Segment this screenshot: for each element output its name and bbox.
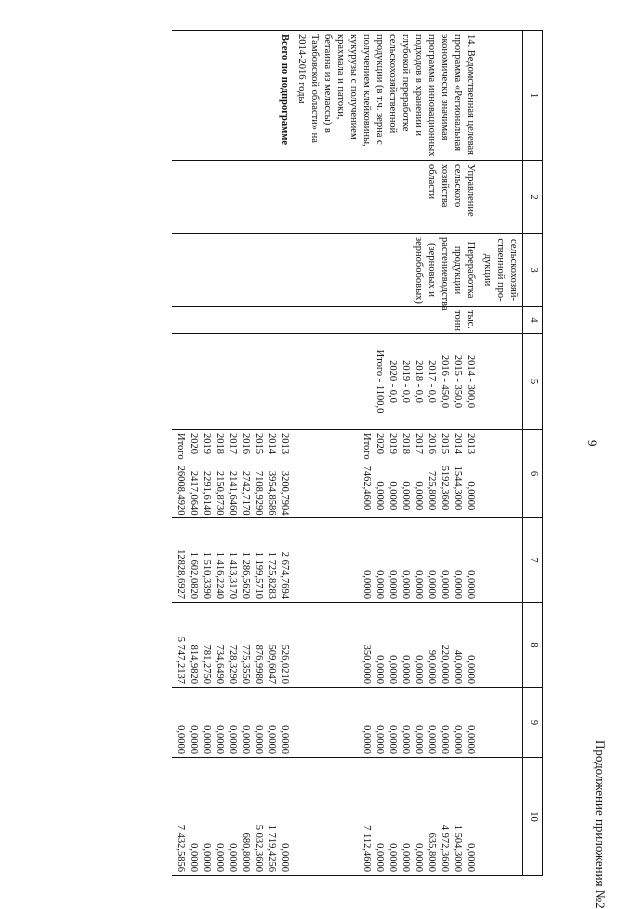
- value: 0,0000: [374, 843, 385, 872]
- value: 0,0000: [201, 843, 212, 872]
- prev-row-tail: [479, 31, 523, 876]
- value: 0,0000: [279, 725, 290, 754]
- value: 728,3290: [227, 644, 238, 684]
- value: 0,0000: [279, 843, 290, 872]
- value: 0,0000: [214, 843, 225, 872]
- total-label: Всего по подпрограмме: [172, 31, 293, 161]
- page-number: 9: [585, 440, 600, 447]
- value: 0,0000: [361, 725, 372, 754]
- year-list: [360, 433, 477, 460]
- value: 40,0000: [452, 649, 463, 684]
- value: 1 719,4256: [266, 824, 277, 872]
- value: 0,0000: [465, 655, 476, 684]
- row-index: 14.: [465, 34, 476, 48]
- value: 1 286,5620: [240, 551, 251, 599]
- col10-values: [293, 758, 479, 876]
- value: 0,0000: [374, 655, 385, 684]
- value: 775,3550: [240, 644, 251, 684]
- total-col10-values: [172, 758, 293, 876]
- value: 2742,7170: [240, 470, 251, 516]
- value: 0,0000: [452, 570, 463, 599]
- year: 2013: [465, 433, 476, 454]
- indicator-value: Итого - 1100,0: [374, 349, 385, 414]
- value: 1 504,3000: [452, 824, 463, 872]
- col-number: 10: [523, 758, 543, 876]
- col-number: 5: [523, 334, 543, 430]
- col-number: 4: [523, 307, 543, 334]
- program-name-cell: [293, 31, 479, 161]
- value: 0,0000: [253, 725, 264, 754]
- value: 2 674,7694: [279, 551, 290, 599]
- year: 2017: [227, 433, 238, 454]
- value: 7462,4600: [361, 465, 372, 511]
- value: 0,0000: [413, 843, 424, 872]
- value: 220,0000: [439, 644, 450, 684]
- indicator-value: 2018 - 0,0: [413, 360, 424, 403]
- value: 876,9980: [253, 644, 264, 684]
- value: 2150,8730: [214, 470, 225, 516]
- indicator-value: 2015 - 350,0: [452, 354, 463, 409]
- year: 2016: [240, 433, 251, 454]
- value: 0,0000: [400, 843, 411, 872]
- value: 350,0000: [361, 644, 372, 684]
- indicator-name: Переработка продукции растениеводства (зерновых и зернобобовых): [293, 234, 479, 307]
- total-col9-values: [172, 688, 293, 758]
- value: 12828,6927: [175, 549, 186, 599]
- value: 2291,6140: [201, 470, 212, 516]
- value: 680,8000: [240, 832, 251, 872]
- total-col8-values: [172, 603, 293, 688]
- value: 0,0000: [175, 725, 186, 754]
- year: 2018: [400, 433, 411, 454]
- value: 0,0000: [465, 481, 476, 511]
- value: 725,8000: [426, 470, 437, 511]
- value: 3200,7904: [279, 470, 290, 516]
- total-col7-values: [172, 518, 293, 603]
- col-number: 8: [523, 603, 543, 688]
- col8-values: [293, 603, 479, 688]
- year: 2013: [279, 433, 290, 454]
- year: 2015: [439, 433, 450, 454]
- continuation-title: Продолжение приложения №2: [593, 740, 608, 909]
- value: 2141,6460: [227, 470, 238, 516]
- value: 1544,3000: [452, 465, 463, 511]
- unit: тыс. тонн: [293, 307, 479, 334]
- value: 0,0000: [400, 655, 411, 684]
- col-number: 3: [523, 234, 543, 307]
- year: 2015: [253, 433, 264, 454]
- col-number: 1: [523, 31, 543, 161]
- value: 0,0000: [227, 843, 238, 872]
- year: 2019: [387, 433, 398, 454]
- value: 26008,4920: [175, 465, 186, 516]
- value: 0,0000: [452, 725, 463, 754]
- value: 7108,9290: [253, 470, 264, 516]
- year: 2018: [214, 433, 225, 454]
- value: 0,0000: [439, 570, 450, 599]
- value: 0,0000: [387, 655, 398, 684]
- value: 1 725,8283: [266, 551, 277, 599]
- year: 2016: [426, 433, 437, 454]
- value: 0,0000: [465, 725, 476, 754]
- program-table: [172, 30, 543, 876]
- value: 0,0000: [361, 570, 372, 599]
- year: Итого: [175, 433, 186, 460]
- program-name: Ведомственная целевая программа «Региональная экономически значимая программа инновационных подходов в хранении и глубокой переработке сельскохозяйственной продукции (в т.ч. зерна с получением клейковины, кукурузы с получением крахмала и патоки, бетаина из мелассы) в Тамбовской области» на 2014-2016 годы: [296, 34, 476, 157]
- value: 3954,8586: [266, 470, 277, 516]
- value: 7 432,5856: [175, 824, 186, 872]
- value: 0,0000: [387, 725, 398, 754]
- col-number: 7: [523, 518, 543, 603]
- value: 0,0000: [214, 725, 225, 754]
- value: 526,0210: [279, 644, 290, 684]
- indicator-value: 2014 - 300,0: [465, 354, 476, 409]
- value: 509,6047: [266, 644, 277, 684]
- total-values: [360, 466, 477, 511]
- value: 0,0000: [465, 843, 476, 872]
- year: 2020: [188, 433, 199, 454]
- indicator-values: [293, 334, 479, 430]
- indicator-value: 2017 - 0,0: [426, 360, 437, 403]
- value: 0,0000: [374, 725, 385, 754]
- value: 0,0000: [188, 843, 199, 872]
- value: 5192,3600: [439, 465, 450, 511]
- value: 1 416,2240: [214, 551, 225, 599]
- value: 0,0000: [387, 570, 398, 599]
- value: 635,8000: [426, 832, 437, 872]
- value: 0,0000: [374, 481, 385, 511]
- value: 90,0000: [426, 649, 437, 684]
- value: 4 972,3600: [439, 824, 450, 872]
- value: 0,0000: [426, 725, 437, 754]
- value: 0,0000: [426, 570, 437, 599]
- value: 7 112,4600: [361, 825, 372, 872]
- value: 0,0000: [387, 843, 398, 872]
- value: 2417,0640: [188, 470, 199, 516]
- value: 0,0000: [413, 725, 424, 754]
- year: 2020: [374, 433, 385, 454]
- value: 5 747,2137: [175, 636, 186, 684]
- row-14: [293, 31, 479, 876]
- value: 5 032,3600: [253, 824, 264, 872]
- indicator-value: 2019 - 0,0: [400, 360, 411, 403]
- value: 1 510,3390: [201, 551, 212, 599]
- col-number: 2: [523, 161, 543, 234]
- value: 0,0000: [400, 725, 411, 754]
- column-number-row: [523, 31, 543, 876]
- value: 0,0000: [227, 725, 238, 754]
- indicator-value: 2016 - 450,0: [439, 354, 450, 409]
- year-list: [174, 433, 291, 460]
- value: 0,0000: [400, 570, 411, 599]
- total-values: [174, 466, 291, 516]
- financing-total-cell: [293, 430, 479, 518]
- col-number: 6: [523, 430, 543, 518]
- year: 2014: [452, 433, 463, 454]
- value: 0,0000: [465, 570, 476, 599]
- year: Итого: [361, 433, 372, 460]
- value: 0,0000: [374, 570, 385, 599]
- value: 0,0000: [266, 725, 277, 754]
- value: 734,6490: [214, 644, 225, 684]
- value: 0,0000: [413, 570, 424, 599]
- value: 1 199,5710: [253, 551, 264, 599]
- value: 1 602,0820: [188, 551, 199, 599]
- value: 0,0000: [387, 481, 398, 511]
- value: 0,0000: [413, 655, 424, 684]
- prev-indicator-tail: сельскохозяй-ственной про-дукции: [479, 234, 523, 307]
- value: 0,0000: [188, 725, 199, 754]
- year: 2014: [266, 433, 277, 454]
- total-row: [172, 31, 293, 876]
- col-number: 9: [523, 688, 543, 758]
- value: 814,9820: [188, 644, 199, 684]
- value: 0,0000: [400, 481, 411, 511]
- value: 0,0000: [439, 725, 450, 754]
- value: 781,2750: [201, 644, 212, 684]
- col9-values: [293, 688, 479, 758]
- year: 2019: [201, 433, 212, 454]
- responsible-executor: Управление сельского хозяйства области: [293, 161, 479, 234]
- value: 1 413,3170: [227, 551, 238, 599]
- col7-values: [293, 518, 479, 603]
- value: 0,0000: [240, 725, 251, 754]
- indicator-value: 2020 - 0,0: [387, 360, 398, 403]
- total-financing-cell: [172, 430, 293, 518]
- value: 0,0000: [201, 725, 212, 754]
- value: 0,0000: [413, 481, 424, 511]
- year: 2017: [413, 433, 424, 454]
